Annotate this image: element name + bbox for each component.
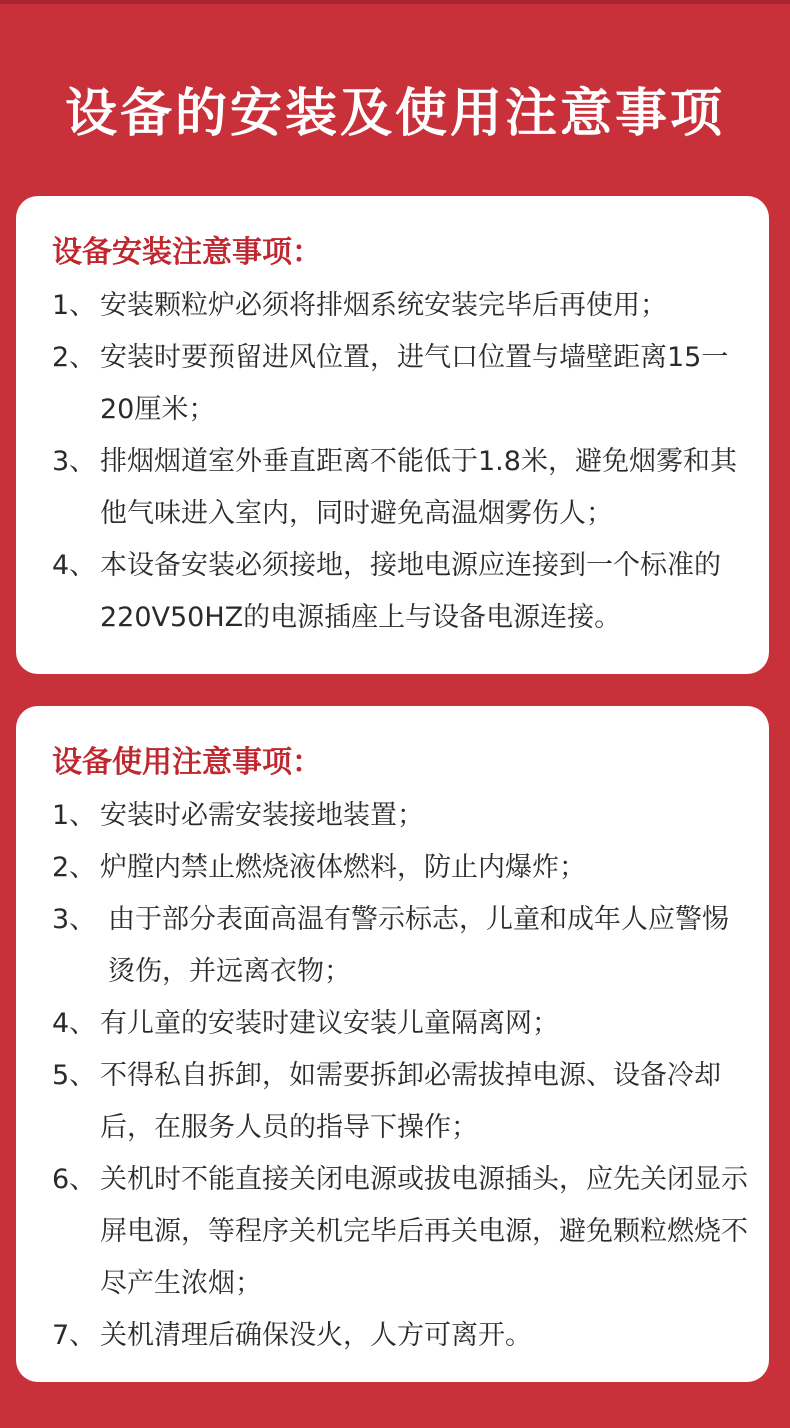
usage-note-number: 3、 (52, 904, 97, 935)
install-note-item (52, 436, 749, 540)
usage-note-text: 关机清理后确保没火，人方可离开。 (100, 1320, 532, 1351)
usage-note-text: 不得私自拆卸，如需要拆卸必需拔掉电源、设备冷却后，在服务人员的指导下操作； (100, 1060, 721, 1143)
usage-notes-card (16, 706, 769, 1382)
usage-note-number: 2、 (52, 852, 97, 883)
usage-note-text: 安装时必需安装接地装置； (100, 800, 424, 831)
install-note-number: 2、 (52, 342, 97, 373)
usage-note-number: 5、 (52, 1060, 97, 1091)
usage-note-number: 6、 (52, 1164, 97, 1195)
usage-note-item (52, 1310, 749, 1362)
usage-note-item (52, 842, 749, 894)
top-strip (0, 0, 790, 4)
page-title: 设备的安装及使用注意事项 (64, 84, 725, 144)
usage-note-text: 关机时不能直接关闭电源或拔电源插头，应先关闭显示屏电源，等程序关机完毕后再关电源，避免颗粒燃烧不尽产生浓烟； (100, 1164, 748, 1299)
usage-notes-heading: 设备使用注意事项： (52, 745, 322, 780)
usage-note-number: 7、 (52, 1320, 97, 1351)
usage-note-text: 由于部分表面高温有警示标志，儿童和成年人应警惕烫伤，并远离衣物； (108, 904, 729, 987)
install-note-text: 本设备安装必须接地，接地电源应连接到一个标准的220V50HZ的电源插座上与设备电源连接。 (100, 550, 721, 633)
usage-note-item (52, 790, 749, 842)
usage-note-item (52, 1050, 749, 1154)
install-note-number: 1、 (52, 290, 97, 321)
usage-note-item (52, 894, 749, 998)
install-note-text: 安装时要预留进风位置，进气口位置与墙壁距离15一20厘米； (100, 342, 729, 425)
usage-note-text: 炉膛内禁止燃烧液体燃料，防止内爆炸； (100, 852, 586, 883)
usage-note-text: 有儿童的安装时建议安装儿童隔离网； (100, 1008, 559, 1039)
install-note-item (52, 540, 749, 644)
install-note-text: 安装颗粒炉必须将排烟系统安装完毕后再使用； (100, 290, 667, 321)
install-note-item (52, 332, 749, 436)
install-notes-card (16, 196, 769, 674)
usage-note-number: 1、 (52, 800, 97, 831)
usage-note-number: 4、 (52, 1008, 97, 1039)
install-note-item (52, 280, 749, 332)
usage-note-item (52, 1154, 749, 1310)
usage-note-item (52, 998, 749, 1050)
install-note-text: 排烟烟道室外垂直距离不能低于1.8米，避免烟雾和其他气味进入室内，同时避免高温烟雾伤人； (100, 446, 737, 529)
install-note-number: 3、 (52, 446, 97, 477)
install-note-number: 4、 (52, 550, 97, 581)
install-notes-heading: 设备安装注意事项： (52, 235, 322, 270)
